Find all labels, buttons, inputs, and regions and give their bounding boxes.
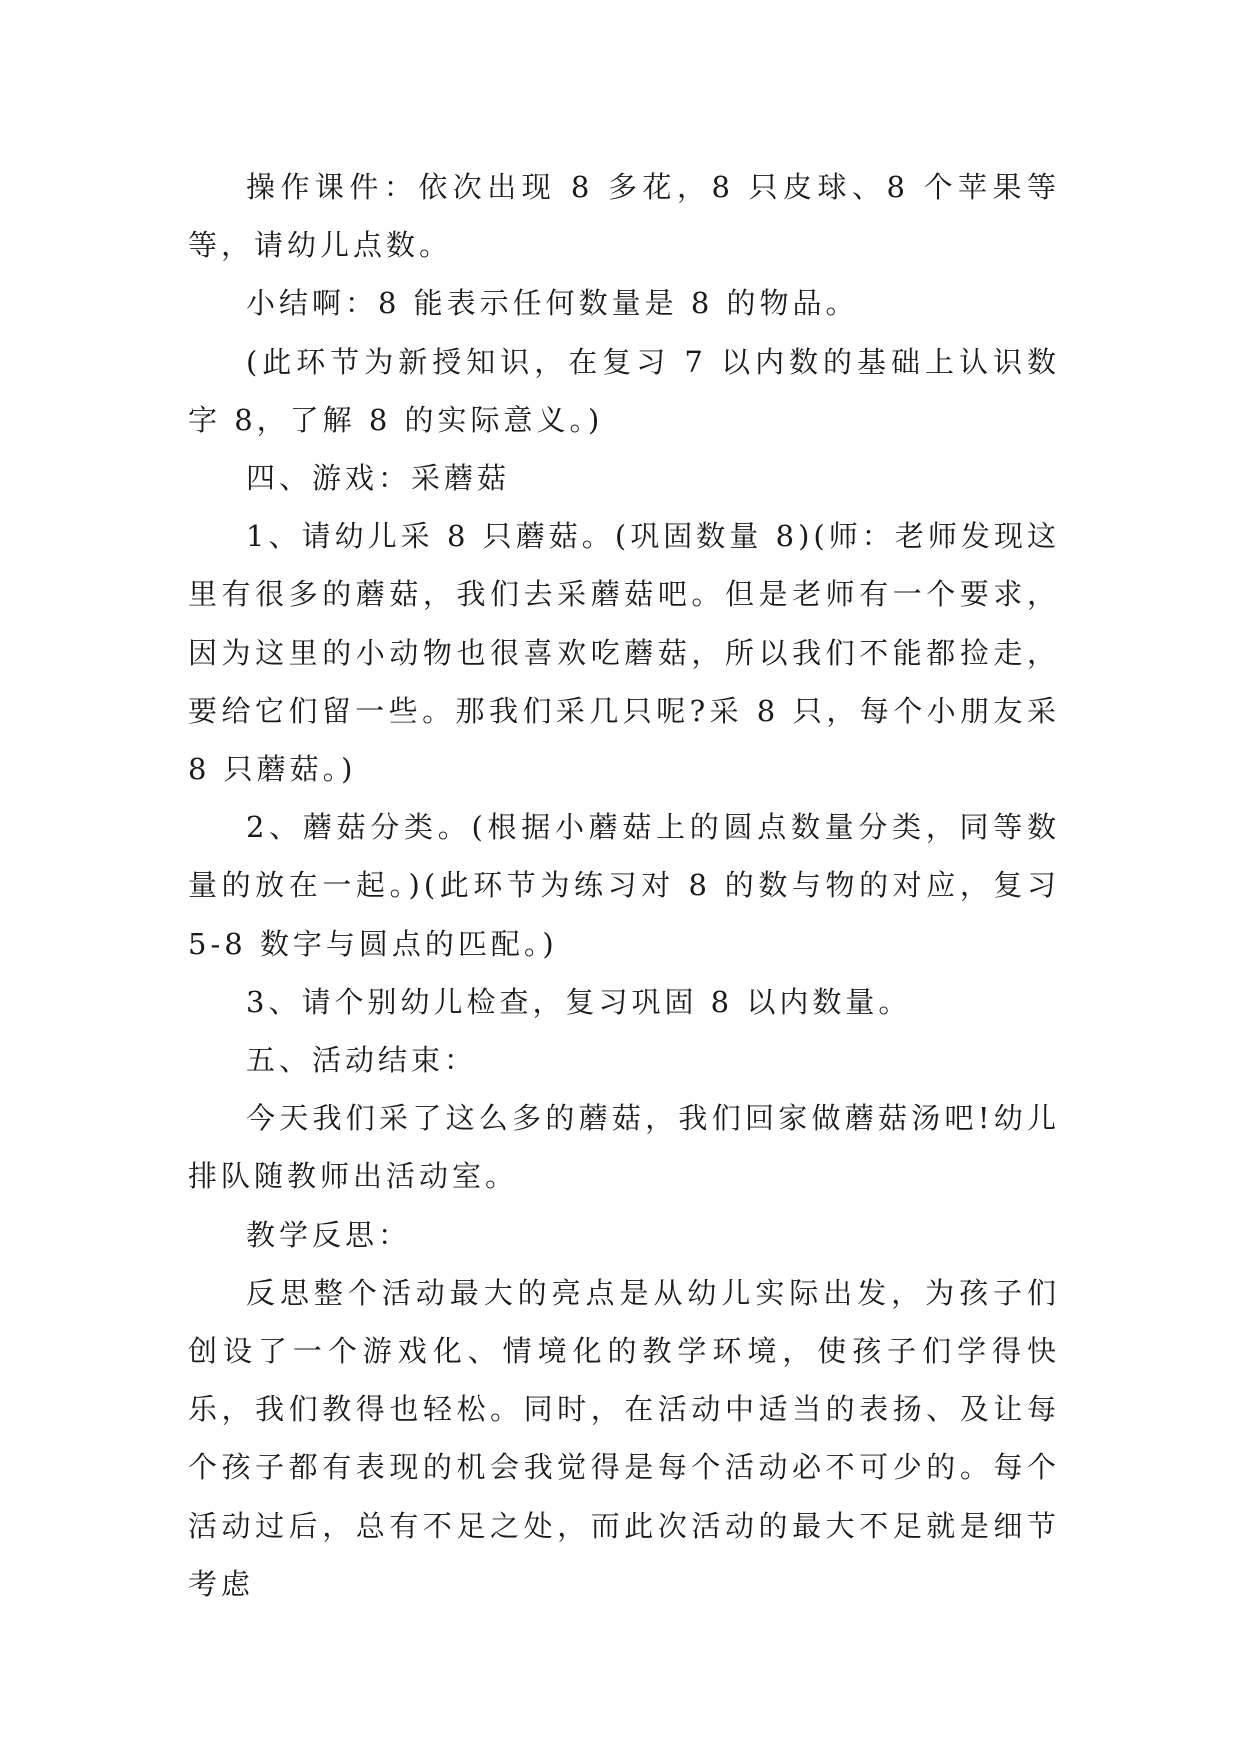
section-heading-reflection: 教学反思： bbox=[246, 1217, 412, 1252]
paragraph-reflection: 反思整个活动最大的亮点是从幼儿实际出发，为孩子们创设了一个游戏化、情境化的教学环境，使孩子们学得快乐，我们教得也轻松。同时，在活动中适当的表扬、及让每个孩子都有表现的机会我觉得是每个活动必不可少的。每个活动过后，总有不足之处，而此次活动的最大不足就是细节考虑 bbox=[188, 1275, 1060, 1601]
section-heading-game: 四、游戏：采蘑菇 bbox=[246, 461, 511, 496]
document-page bbox=[188, 158, 1060, 1613]
paragraph-step-1: 1、请幼儿采 8 只蘑菇。(巩固数量 8)(师：老师发现这里有很多的蘑菇，我们去采蘑菇吧。但是老师有一个要求，因为这里的小动物也很喜欢吃蘑菇，所以我们不能都捡走，要给它们留一些。那我们采几只呢?采 8 只，每个小朋友采 8 只蘑菇。) bbox=[188, 519, 1060, 787]
paragraph-note-new-knowledge: (此环节为新授知识，在复习 7 以内数的基础上认识数字 8，了解 8 的实际意义。) bbox=[188, 344, 1060, 437]
section-heading-activity-end: 五、活动结束： bbox=[246, 1043, 478, 1078]
paragraph-activity-end: 今天我们采了这么多的蘑菇，我们回家做蘑菇汤吧!幼儿排队随教师出活动室。 bbox=[188, 1101, 1060, 1194]
paragraph-courseware: 操作课件：依次出现 8 多花，8 只皮球、8 个苹果等等，请幼儿点数。 bbox=[188, 170, 1060, 263]
paragraph-step-3: 3、请个别幼儿检查，复习巩固 8 以内数量。 bbox=[246, 984, 912, 1019]
paragraph-step-2: 2、蘑菇分类。(根据小蘑菇上的圆点数量分类，同等数量的放在一起。)(此环节为练习对 8 的数与物的对应，复习 5-8 数字与圆点的匹配。) bbox=[188, 810, 1060, 961]
paragraph-summary: 小结啊：8 能表示任何数量是 8 的物品。 bbox=[246, 286, 859, 321]
